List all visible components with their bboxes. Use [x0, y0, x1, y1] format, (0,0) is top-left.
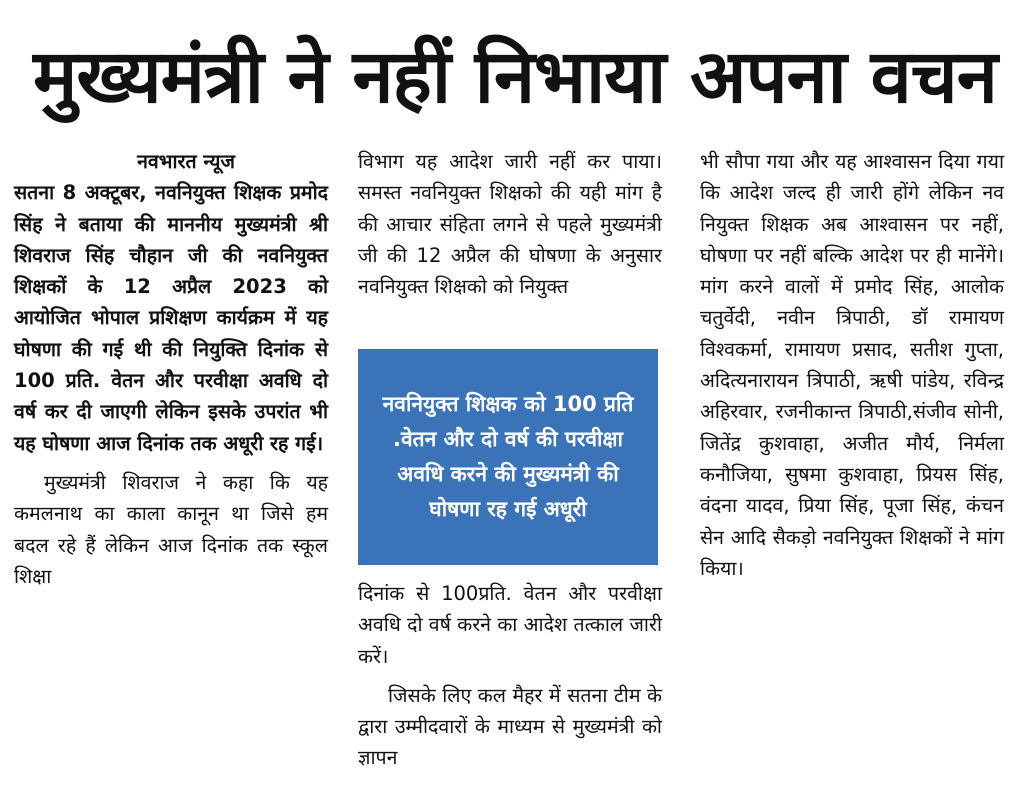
column-3: [700, 146, 1004, 584]
body-paragraph: जिसके लिए कल मैहर में सतना टीम के द्वारा उम्मीदवारों के माध्यम से मुख्यमंत्री को ज्ञापन: [358, 683, 662, 770]
lead-paragraph: सतना 8 अक्टूबर, नवनियुक्त शिक्षक प्रमोद सिंह ने बताया की माननीय मुख्यमंत्री श्री शिवराज सिंह चौहान जी की नवनियुक्त शिक्षकों के 12 अप्रैल 2023 को आयोजित भोपाल प्रशिक्षण कार्यक्रम में यह घोषणा की गई थी की नियुक्ति दिनांक से 100 प्रति. वेतन और परवीक्षा अवधि दो वर्ष कर दी जाएगी लेकिन इसके उपरांत भी यह घोषणा आज दिनांक तक अधूरी रह गई।: [14, 181, 328, 455]
highlight-callout-box: [358, 349, 658, 565]
dateline: नवभारत न्यूज: [137, 150, 235, 173]
body-paragraph: मुख्यमंत्री शिवराज ने कहा कि यह कमलनाथ का काला कानून था जिसे हम बदल रहे हैं लेकिन आज दिनांक तक स्कूल शिक्षा: [14, 470, 328, 588]
column-1: [14, 146, 328, 592]
headline: मुख्यमंत्री ने नहीं निभाया अपना वचन: [33, 34, 997, 120]
body-paragraph: दिनांक से 100प्रति. वेतन और परवीक्षा अवधि दो वर्ष करने का आदेश तत्काल जारी करें।: [358, 582, 662, 668]
body-paragraph: विभाग यह आदेश जारी नहीं कर पाया। समस्त नवनियुक्त शिक्षको की यही मांग है की आचार संहिता लगने से पहले मुख्यमंत्री जी की 12 अप्रैल की घोषणा के अनुसार नवनियुक्त शिक्षको को नियुक्त: [358, 150, 662, 299]
column-2: [358, 146, 662, 302]
body-paragraph: भी सौपा गया और यह आश्वासन दिया गया कि आदेश जल्द ही जारी होंगे लेकिन नव नियुक्त शिक्षक अब आश्वासन पर नहीं, घोषणा पर नहीं बल्कि आदेश पर ही मानेंगे। मांग करने वालों में प्रमोद सिंह, आलोक चतुर्वेदी, नवीन त्रिपाठी, डॉ रामायण विश्वकर्मा, रामायण प्रसाद, सतीश गुप्ता, अदित्यनारायन त्रिपाठी, ऋषी पांडेय, रविन्द्र अहिरवार, रजनीकान्त त्रिपाठी,संजीव सोनी, जितेंद्र कुशवाहा, अजीत मौर्य, निर्मला कनौजिया, सुषमा कुशवाहा, प्रियस सिंह, वंदना यादव, प्रिया सिंह, पूजा सिंह, कंचन सेन आदि सैकड़ो नवनियुक्त शिक्षकों ने मांग किया।: [700, 150, 1004, 580]
column-2-continued: [358, 578, 662, 774]
callout-text: नवनियुक्त शिक्षक को 100 प्रति .वेतन और दो वर्ष की परवीक्षा अवधि करने की मुख्यमंत्री की घोषणा रह गई अधूरी: [382, 392, 634, 521]
